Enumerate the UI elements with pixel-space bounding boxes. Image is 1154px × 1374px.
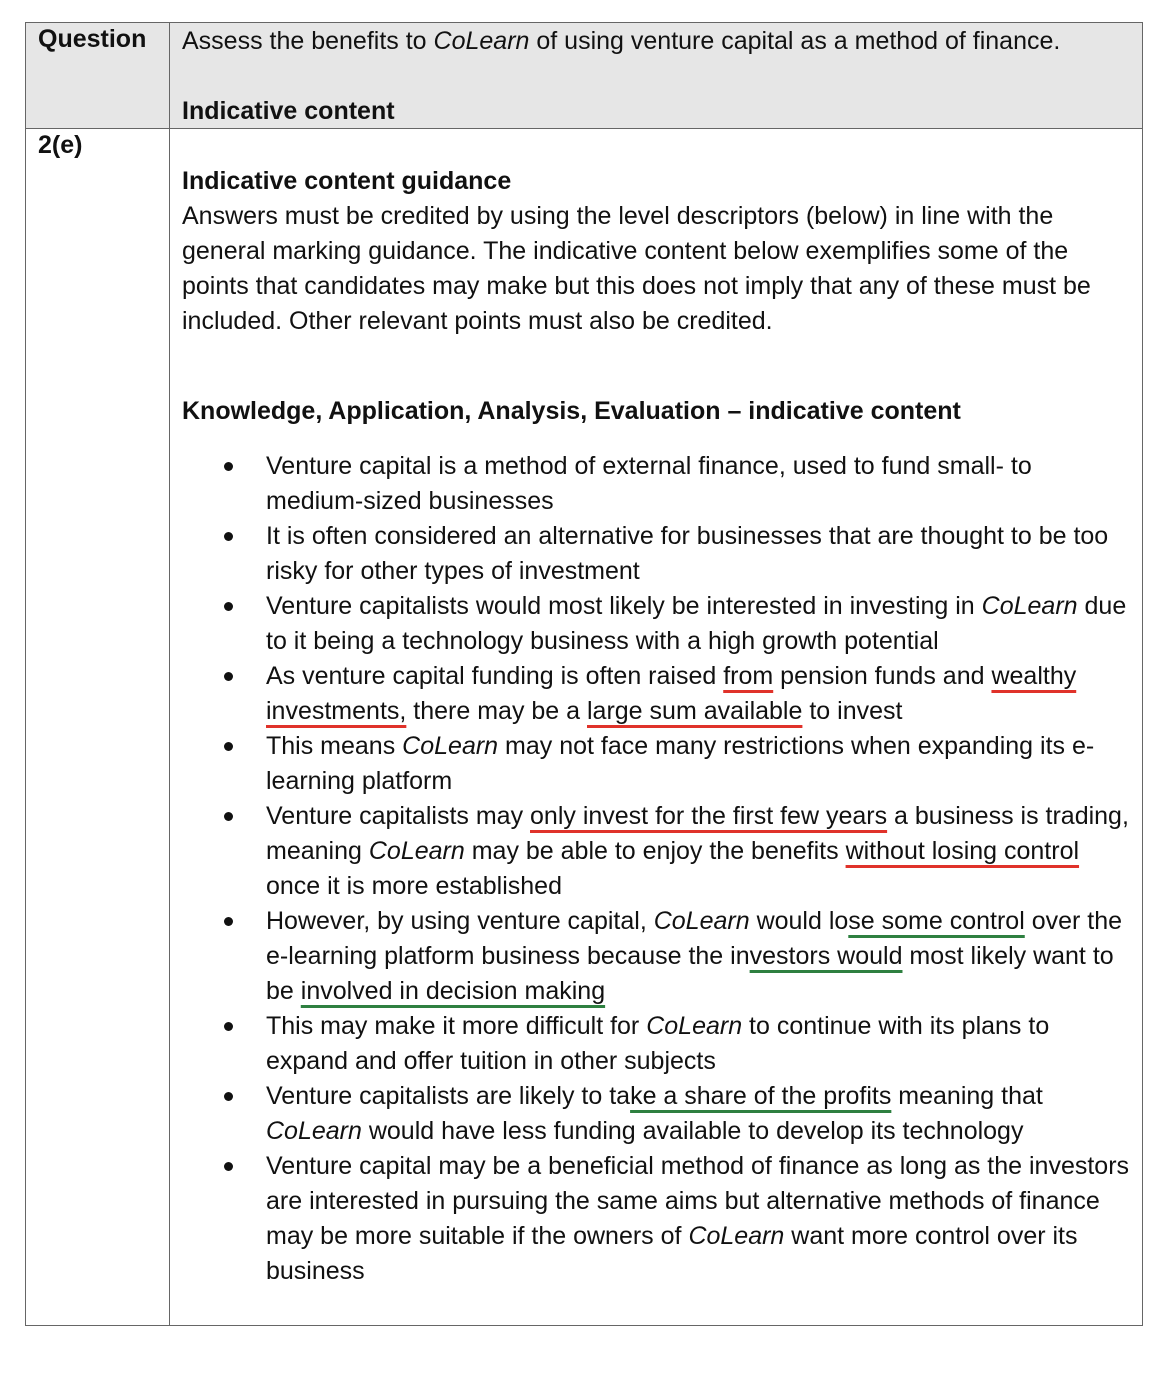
question-text xyxy=(182,24,1132,59)
annotated-underline-red: without losing control xyxy=(845,837,1080,865)
text-segment: to continue with its plans to expand and offer tuition in other subjects xyxy=(266,1012,1050,1075)
text-segment: most likely want to be xyxy=(266,942,1114,1005)
company-name: CoLearn xyxy=(368,837,465,865)
annotated-underline-green: vestors would xyxy=(749,942,903,970)
guidance-section xyxy=(182,164,1132,339)
text-segment: over the e-learning platform business because the in xyxy=(266,907,1123,970)
column-divider xyxy=(169,23,170,1325)
annotated-underline-red: large sum available xyxy=(587,697,803,725)
text-segment: due to it being a technology business with a high growth potential xyxy=(266,592,1127,655)
question-label: Question xyxy=(38,25,147,53)
bullet-icon xyxy=(224,812,233,821)
bullet-item xyxy=(182,904,1132,1009)
bullet-icon xyxy=(224,1022,233,1031)
text-segment: would lo xyxy=(749,907,849,935)
company-name: CoLearn xyxy=(433,27,530,55)
company-name: CoLearn xyxy=(688,1222,785,1250)
text-segment: there may be a xyxy=(406,697,587,725)
text-segment: Venture capital is a method of external finance, used to fund small- to medium-sized businesses xyxy=(266,452,1032,515)
bullet-icon xyxy=(224,462,233,471)
text-segment: As venture capital funding is often raised xyxy=(266,662,724,690)
text-segment: However, by using venture capital, xyxy=(266,907,654,935)
text-segment: Venture capitalists would most likely be interested in investing in xyxy=(266,592,982,620)
text-segment: a business is trading, meaning xyxy=(266,802,1129,865)
text-segment: Venture capitalists are likely to ta xyxy=(266,1082,631,1110)
bullet-item xyxy=(182,729,1132,799)
bullet-icon xyxy=(224,742,233,751)
bullet-item xyxy=(182,589,1132,659)
annotated-underline-red: wealthy investments, xyxy=(266,662,1077,725)
annotated-underline-red: only invest for the first few years xyxy=(530,802,888,830)
bullet-icon xyxy=(224,1162,233,1171)
bullet-item xyxy=(182,1009,1132,1079)
bullet-icon xyxy=(224,672,233,681)
bullet-list xyxy=(182,449,1132,1289)
company-name: CoLearn xyxy=(646,1012,743,1040)
bullet-icon xyxy=(224,532,233,541)
annotated-underline-green: involved in decision making xyxy=(300,977,606,1005)
bullet-icon xyxy=(224,602,233,611)
text-segment: want more control over its business xyxy=(266,1222,1078,1285)
text-segment: once it is more established xyxy=(266,872,562,900)
annotated-underline-green: ke a share of the profits xyxy=(630,1082,892,1110)
text-segment: pension funds and xyxy=(773,662,992,690)
company-name: CoLearn xyxy=(981,592,1078,620)
company-name: CoLearn xyxy=(653,907,750,935)
text-segment: This may make it more difficult for xyxy=(266,1012,647,1040)
text-segment: of using venture capital as a method of finance. xyxy=(529,27,1061,55)
bullet-item xyxy=(182,799,1132,904)
company-name: CoLearn xyxy=(402,732,499,760)
text-segment: meaning that xyxy=(891,1082,1043,1110)
annotated-underline-green: se some control xyxy=(848,907,1025,935)
bullet-item xyxy=(182,1149,1132,1289)
company-name: CoLearn xyxy=(266,1117,362,1145)
text-segment: to invest xyxy=(802,697,903,725)
indicative-content-heading: Indicative content xyxy=(182,97,395,125)
text-segment: It is often considered an alternative for businesses that are thought to be too risky for other types of investment xyxy=(266,522,1109,585)
question-number: 2(e) xyxy=(38,131,83,159)
bullet-icon xyxy=(224,1092,233,1101)
text-segment: Venture capital may be a beneficial method of finance as long as the investors are interested in pursuing the same aims but alternative methods of finance may be more suitable if the owners of xyxy=(266,1152,1130,1250)
text-segment: Assess the benefits to xyxy=(182,27,434,55)
annotated-underline-red: from xyxy=(723,662,774,690)
text-segment: Venture capitalists may xyxy=(266,802,531,830)
mark-scheme-table xyxy=(25,22,1143,1326)
text-segment: This means xyxy=(266,732,403,760)
text-segment: may be able to enjoy the benefits xyxy=(464,837,846,865)
kaae-heading: Knowledge, Application, Analysis, Evaluation – indicative content xyxy=(182,397,961,425)
bullet-item xyxy=(182,659,1132,729)
bullet-icon xyxy=(224,917,233,926)
guidance-heading: Indicative content guidance xyxy=(182,167,512,195)
bullet-section xyxy=(182,449,1132,1289)
bullet-item xyxy=(182,449,1132,519)
bullet-item xyxy=(182,1079,1132,1149)
guidance-text: Answers must be credited by using the level descriptors (below) in line with the general marking guidance. The indicative content below exemplifies some of the points that candidates may make but this does not imply that any of these must be included. Other relevant points must also be credited. xyxy=(182,202,1091,335)
text-segment: may not face many restrictions when expanding its e-learning platform xyxy=(266,732,1095,795)
bullet-item xyxy=(182,519,1132,589)
text-segment: would have less funding available to develop its technology xyxy=(361,1117,1024,1145)
